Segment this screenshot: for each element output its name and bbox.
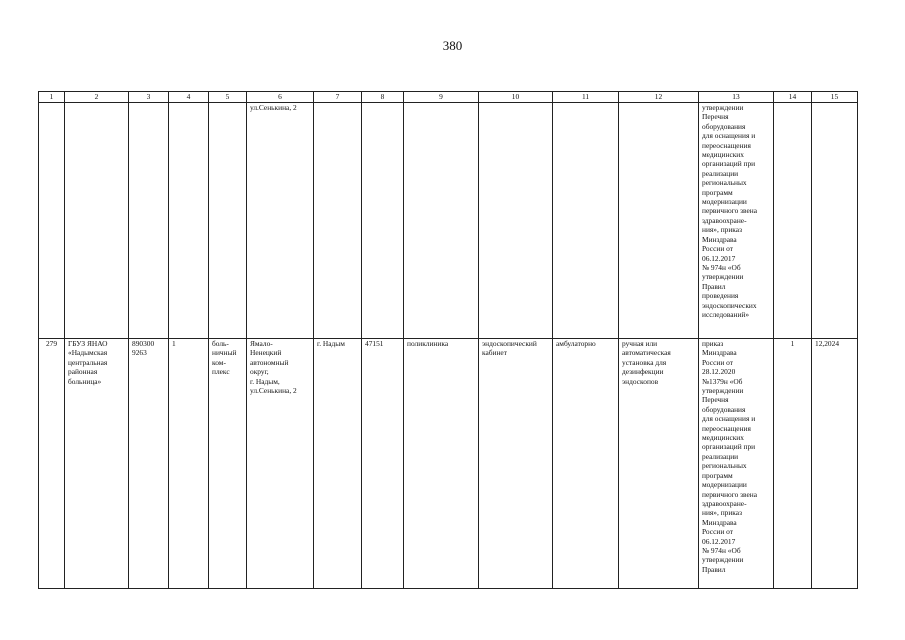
cell-line: ГБУЗ ЯНАО [68, 339, 108, 348]
cell-room [479, 339, 553, 589]
cell-line: первичного звена [702, 489, 758, 499]
col-number-5: 5 [209, 92, 247, 103]
cell-line: переоснащения [702, 423, 751, 433]
cell-line: «Надымская [68, 348, 108, 358]
col-number-12: 12 [619, 92, 699, 103]
cell-line: автоматическая [622, 348, 671, 358]
cell-quantity-a: 1 [169, 339, 209, 589]
cell-line: модернизации [702, 197, 747, 207]
cell-line: оборудования [702, 121, 746, 131]
cell-address [247, 339, 314, 589]
table-row [39, 339, 858, 589]
cell-line: здравоохране- [702, 498, 747, 508]
cell-line: Ямало- [250, 339, 273, 348]
cell-line: центральная [68, 357, 108, 367]
cell [553, 103, 619, 339]
col-number-13: 13 [699, 92, 774, 103]
col-number-4: 4 [169, 92, 209, 103]
cell-line: региональных [702, 461, 747, 471]
cell-line: № 974н «Об [702, 262, 741, 272]
cell-line: проведения [702, 291, 739, 301]
cell-line: здравоохране- [702, 215, 747, 225]
cell-line: для оснащения и [702, 131, 756, 141]
cell-line: Перечня [702, 112, 729, 122]
cell [619, 103, 699, 339]
cell-regulation [699, 103, 774, 339]
cell [774, 103, 812, 339]
cell-line: больница» [68, 376, 102, 386]
cell-line: реализации [702, 451, 739, 461]
page-number: 380 [442, 38, 463, 53]
col-number-15: 15 [812, 92, 858, 103]
cell-line: плекс [212, 367, 230, 377]
cell-line: программ [702, 187, 733, 197]
cell-line: переоснащения [702, 140, 751, 150]
cell-line: №1379н «Об [702, 376, 743, 386]
cell-oktmo: 47151 [362, 339, 404, 589]
cell [129, 103, 169, 339]
cell-line: кабинет [482, 348, 507, 358]
cell-line: оборудования [702, 404, 746, 414]
cell [39, 103, 65, 339]
cell-line: реализации [702, 168, 739, 178]
table-row-continuation [39, 103, 858, 339]
cell-unit: поликлиника [404, 339, 479, 589]
cell-line: России от [702, 244, 733, 254]
cell-quantity: 1 [774, 339, 812, 589]
col-number-3: 3 [129, 92, 169, 103]
cell [479, 103, 553, 339]
cell-line: Минздрава [702, 348, 737, 358]
cell-line: ничный [212, 348, 237, 358]
cell-line: г. Надым, [250, 376, 280, 386]
cell [169, 103, 209, 339]
cell-line: 06.12.2017 [702, 253, 736, 263]
col-number-9: 9 [404, 92, 479, 103]
cell-line: медицинских [702, 150, 744, 160]
cell-line: первичного звена [702, 206, 758, 216]
col-number-7: 7 [314, 92, 362, 103]
cell-line: утверждении [702, 555, 744, 565]
cell-city: г. Надым [314, 339, 362, 589]
cell [314, 103, 362, 339]
cell-date: 12,2024 [812, 339, 858, 589]
cell-regulation [699, 339, 774, 589]
col-number-8: 8 [362, 92, 404, 103]
cell-line: ком- [212, 357, 226, 367]
cell-line: 28.12.2020 [702, 367, 736, 377]
cell-line: Минздрава [702, 517, 737, 527]
col-number-1: 1 [39, 92, 65, 103]
cell-facility-type [209, 339, 247, 589]
col-number-14: 14 [774, 92, 812, 103]
col-number-10: 10 [479, 92, 553, 103]
cell [362, 103, 404, 339]
cell-row-number: 279 [39, 339, 65, 589]
cell-line: районная [68, 367, 98, 377]
cell-line: Минздрава [702, 234, 737, 244]
cell-line: эндоскопический [482, 339, 537, 348]
cell-line: 890300 [132, 339, 155, 348]
cell-line: России от [702, 357, 733, 367]
cell-line: утверждении [702, 103, 744, 112]
cell-line: организаций при [702, 159, 756, 169]
cell-line: ручная или [622, 339, 658, 348]
cell-line: программ [702, 470, 733, 480]
col-number-11: 11 [553, 92, 619, 103]
cell-organization [65, 339, 129, 589]
cell-line: региональных [702, 178, 747, 188]
cell [209, 103, 247, 339]
cell-line: боль- [212, 339, 229, 348]
cell-line: 9263 [132, 348, 147, 358]
cell-line: для оснащения и [702, 414, 756, 424]
cell-line: исследований» [702, 309, 750, 319]
cell-line: округ, [250, 367, 269, 377]
cell [812, 103, 858, 339]
cell [404, 103, 479, 339]
cell-line: ния», приказ [702, 225, 742, 235]
cell-line: Ненецкий [250, 348, 282, 358]
cell-line: автономный [250, 357, 289, 367]
cell-care-form: амбулаторно [553, 339, 619, 589]
cell-line: № 974н «Об [702, 545, 741, 555]
cell-line: установка для [622, 357, 667, 367]
cell-line: эндоскопов [622, 376, 659, 386]
cell-line: эндоскопических [702, 300, 757, 310]
cell-line: медицинских [702, 433, 744, 443]
cell-line: Перечня [702, 395, 729, 405]
cell-line: 06.12.2017 [702, 536, 736, 546]
cell-line: организаций при [702, 442, 756, 452]
cell-line: утверждении [702, 272, 744, 282]
cell-line: Правил [702, 281, 726, 291]
cell-address [247, 103, 314, 339]
col-number-2: 2 [65, 92, 129, 103]
cell-line: России от [702, 527, 733, 537]
cell-line: Правил [702, 564, 726, 574]
column-number-row [39, 92, 858, 103]
cell-line: дезинфекции [622, 367, 664, 377]
equipment-table [38, 91, 858, 589]
cell-line: ул.Сенькина, 2 [250, 386, 297, 396]
cell-line: утверждении [702, 386, 744, 396]
cell-line: ния», приказ [702, 508, 742, 518]
cell-line: модернизации [702, 480, 747, 490]
cell [65, 103, 129, 339]
cell-line: ул.Сенькина, 2 [250, 103, 297, 112]
cell-code [129, 339, 169, 589]
cell-equipment [619, 339, 699, 589]
col-number-6: 6 [247, 92, 314, 103]
cell-line: приказ [702, 339, 724, 348]
